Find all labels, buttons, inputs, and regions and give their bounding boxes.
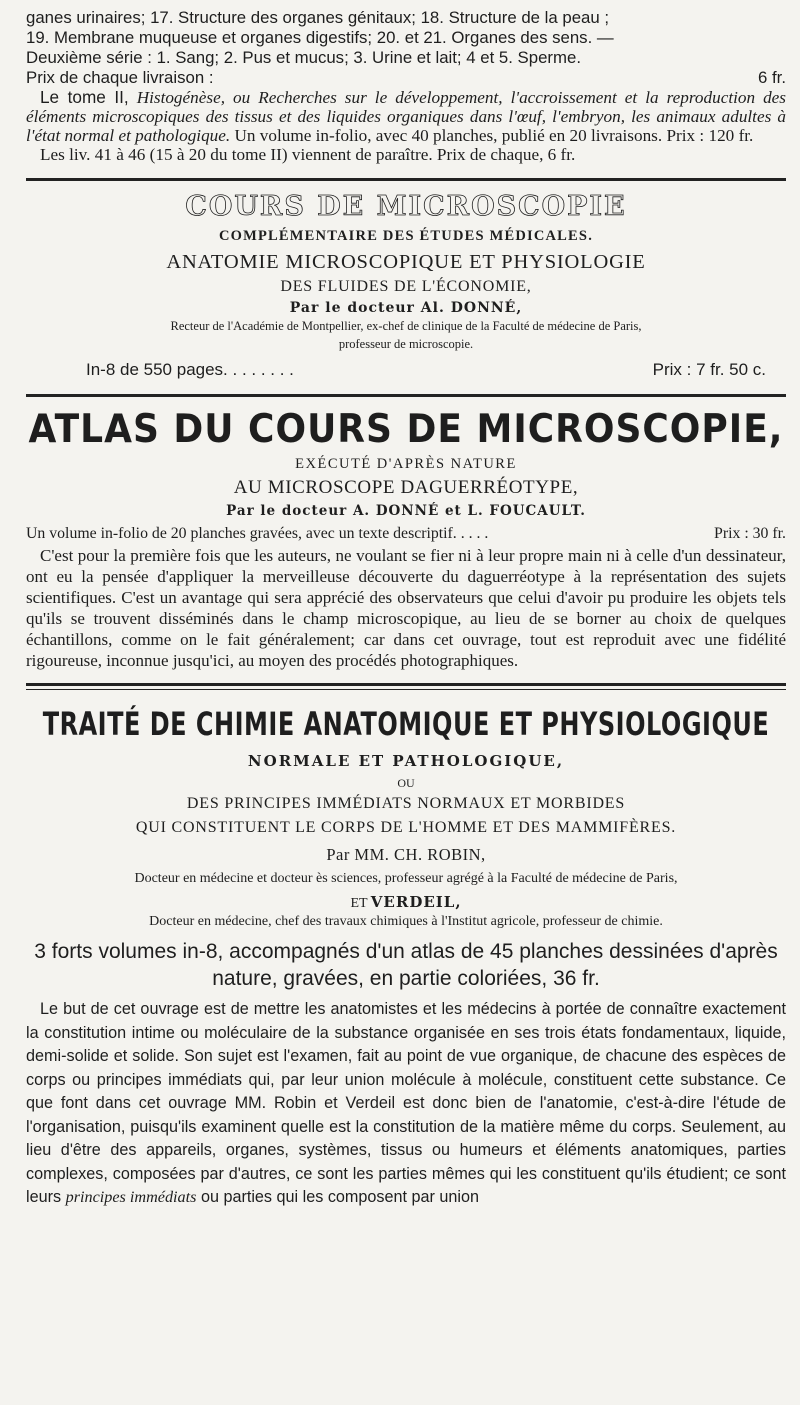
verdeil-line: [26, 893, 786, 912]
traite-ou: OU: [397, 776, 415, 790]
divider: [26, 689, 786, 690]
tome-price: 120 fr.: [708, 126, 754, 145]
cours-affiliation: Recteur de l'Académie de Montpellier, ex-chef de clinique de la Faculté de médecine de Paris,: [170, 319, 642, 333]
traite-principes: QUI CONSTITUENT LE CORPS DE L'HOMME ET DES MAMMIFÈRES.: [135, 819, 677, 836]
atlas-volume-line: [26, 525, 786, 543]
cours-format: In-8 de 550 pages. . . . . . . .: [86, 360, 294, 379]
cours-line2: DES FLUIDES DE L'ÉCONOMIE,: [280, 278, 532, 295]
traite-section: [26, 705, 786, 1210]
cours-price-line: [86, 360, 766, 380]
cours-title: COURS DE MICROSCOPIE: [185, 191, 627, 222]
traite-authors: Par MM. CH. ROBIN,: [326, 845, 486, 864]
traite-body: [26, 998, 786, 1210]
traite-body-italic: principes immédiats: [65, 1188, 197, 1206]
atlas-paragraph: C'est pour la première fois que les auteurs, ne voulant se fier ni à leur propre main ni à celle d'un dessinateur, ont eu la pensée d'appliquer la merveilleuse découverte du daguerréotype à la représentation des sujets scientifiques. C'est un avantage qui sera apprécié des observateurs que celui d'avoir pu produire les objets tels qu'ils se trouvent disséminés dans le champ microscopique, au lieu de se borner au choix de quelques échantillons, comme on le fait généralement; car dans cet ouvrage, tout est reproduit avec une fidélité rigoureuse, inconnue jusqu'ici, au moyen des procédés photographiques.: [26, 546, 786, 670]
cours-affiliation: professeur de microscopie.: [338, 337, 474, 351]
atlas-title: ATLAS DU COURS DE MICROSCOPIE,: [28, 406, 784, 453]
et-conjunction: ET: [350, 896, 368, 911]
tome-details: Un volume in-folio, avec 40 planches, publié en 20 livraisons. Prix :: [234, 126, 705, 145]
header-line: 19. Membrane muqueuse et organes digestifs; 20. et 21. Organes des sens. —: [26, 28, 614, 47]
traite-subtitle: NORMALE ET PATHOLOGIQUE,: [247, 752, 565, 770]
cours-section: [26, 191, 786, 380]
verdeil-name: VERDEIL,: [370, 893, 462, 911]
cours-line1: ANATOMIE MICROSCOPIQUE ET PHYSIOLOGIE: [166, 251, 646, 273]
divider: [26, 683, 786, 686]
atlas-exec: EXÉCUTÉ D'APRÈS NATURE: [295, 456, 517, 472]
traite-volumes: 3 forts volumes in-8, accompagnés d'un atlas de 45 planches dessinées d'après nature, gravées, en partie coloriées, 36 fr.: [34, 940, 778, 990]
divider: [26, 178, 786, 181]
header-line: ganes urinaires; 17. Structure des organes génitaux; 18. Structure de la peau ;: [26, 8, 610, 27]
tome-title: Histogénèse, ou Recherches sur le développement, l'accroissement et la reproduction des éléments microscopiques des tissus et des liquides organiques dans l'œuf, l'embryon, les animaux adultes à l'état normal et pathologique.: [26, 88, 786, 145]
atlas-authors: Par le docteur A. DONNÉ et L. FOUCAULT.: [226, 503, 586, 519]
atlas-price: Prix : 30 fr.: [714, 525, 786, 542]
traite-body-text: Le but de cet ouvrage est de mettre les anatomistes et les médecins à portée de connaître exactement la constitution intime ou moléculaire de la substance organisée en ses trois états fondamentaux, liquide, demi-solide et solide. Son sujet est l'examen, fait au point de vue organique, de chacune des espèces de corps ou principes immédiats qui, par leur union molécule à molécule, constituent cette substance. Ce que font dans cet ouvrage MM. Robin et Verdeil est donc bien de l'anatomie, c'est-à-dire l'étude de l'organisation, puisqu'ils examinent quelle est la constitution de la matière même du corps. Seulement, au lieu d'être des appareils, organes, systèmes, tissus ou humeurs et éléments anatomiques, parties complexes, composées par d'autres, ce sont les parties mêmes qui les constituent qu'ils étudient; ce sont leurs: [26, 1000, 786, 1206]
header-line: Deuxième série : 1. Sang; 2. Pus et mucus; 3. Urine et lait; 4 et 5. Sperme.: [26, 48, 581, 67]
divider: [26, 394, 786, 397]
cours-subtitle: COMPLÉMENTAIRE DES ÉTUDES MÉDICALES.: [218, 228, 594, 244]
traite-body-text: ou parties qui les composent par union: [200, 1188, 479, 1206]
price-label: Prix de chaque livraison :: [26, 68, 214, 87]
livraison-price-line: [26, 68, 786, 88]
livraisons-line: Les liv. 41 à 46 (15 à 20 du tome II) viennent de paraître. Prix de chaque, 6 fr.: [40, 145, 576, 164]
cours-price: Prix : 7 fr. 50 c.: [652, 360, 766, 379]
price-value: 6 fr.: [758, 68, 786, 87]
traite-title: TRAITÉ DE CHIMIE ANATOMIQUE ET PHYSIOLOGIQUE: [42, 705, 770, 743]
robin-description: Docteur en médecine et docteur ès sciences, professeur agrégé à la Faculté de médecine de Paris,: [134, 871, 678, 886]
tome-prefix: Le tome II,: [40, 87, 129, 107]
cours-author: Par le docteur Al. DONNÉ,: [289, 300, 523, 316]
tome-paragraph: [26, 88, 786, 145]
verdeil-description: Docteur en médecine, chef des travaux chimiques à l'Institut agricole, professeur de chimie.: [149, 914, 663, 929]
atlas-section: [26, 406, 786, 671]
header-section: [26, 0, 786, 164]
traite-principes: DES PRINCIPES IMMÉDIATS NORMAUX ET MORBIDES: [186, 795, 626, 812]
atlas-volume: Un volume in-folio de 20 planches gravées, avec un texte descriptif. . . . .: [26, 525, 489, 542]
atlas-daguerreotype: AU MICROSCOPE DAGUERRÉOTYPE,: [233, 477, 579, 498]
